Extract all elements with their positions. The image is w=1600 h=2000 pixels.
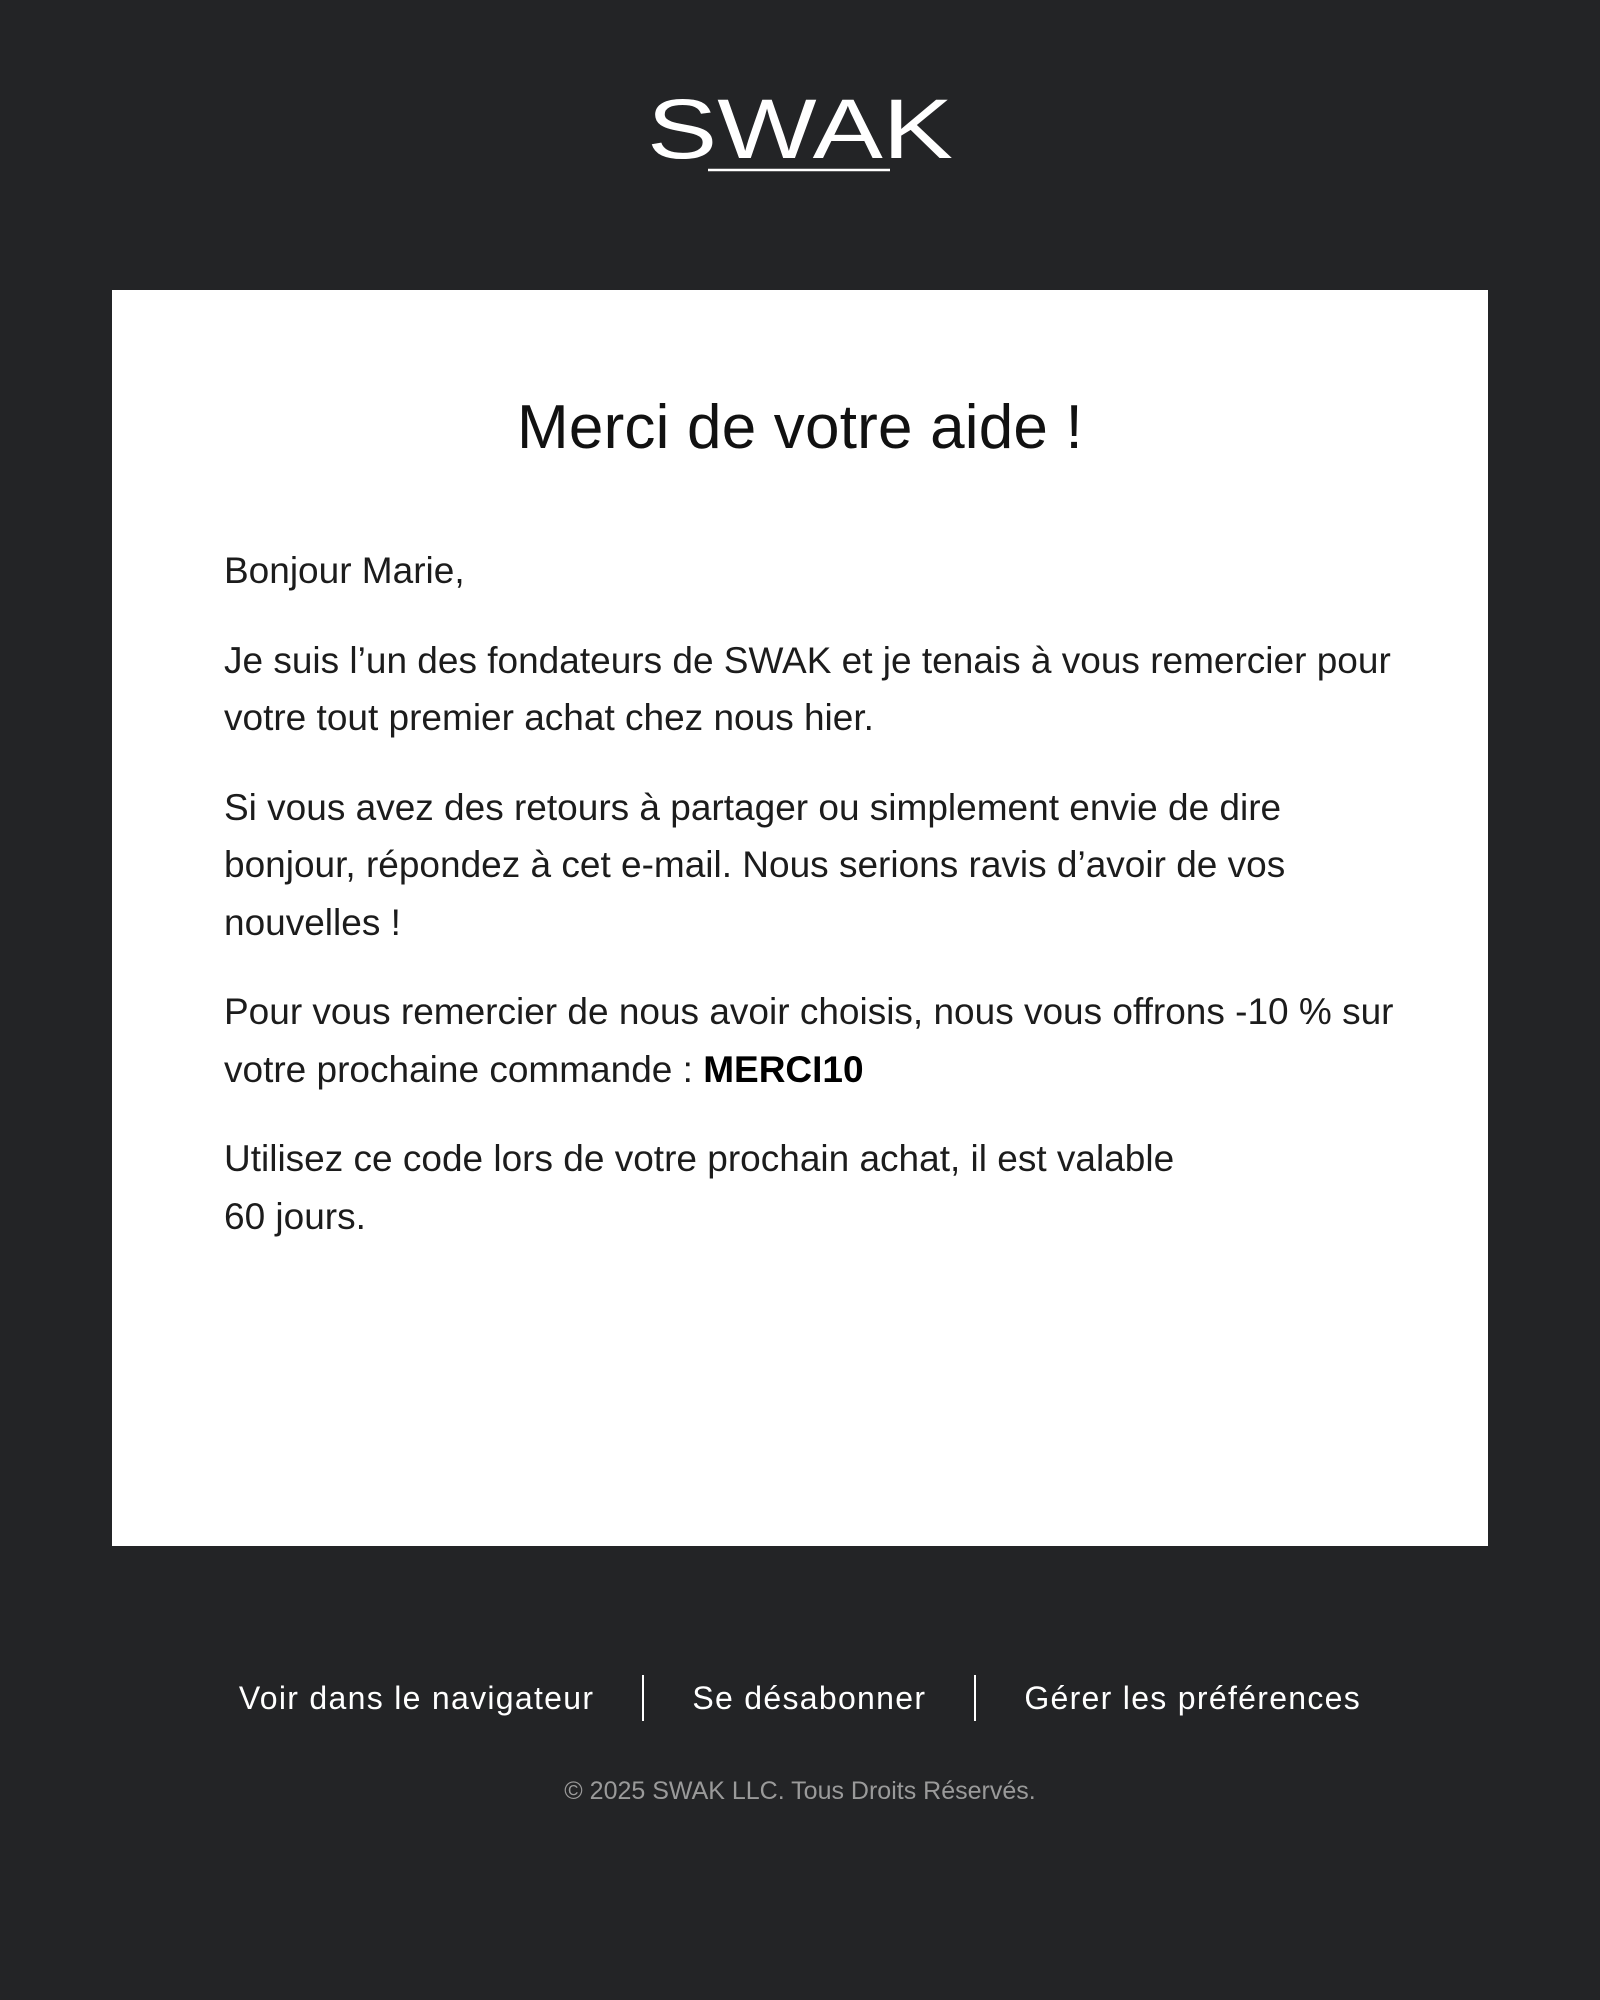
promo-code: MERCI10 — [703, 1048, 864, 1090]
paragraph-validity — [224, 1130, 1404, 1245]
paragraph-founder-thanks: Je suis l’un des fondateurs de SWAK et je tenais à vous remercier pour votre tout premier achat chez nous hier. — [224, 639, 1391, 738]
view-in-browser-link[interactable]: Voir dans le navigateur — [238, 1680, 595, 1716]
validity-line-1: Utilisez ce code lors de votre prochain achat, il est valable — [224, 1138, 1175, 1179]
manage-preferences-link[interactable]: Gérer les préférences — [1024, 1680, 1362, 1716]
message-title: Merci de votre aide ! — [517, 393, 1083, 462]
brand-logo — [642, 94, 958, 174]
brand-logo-graphic — [642, 94, 958, 174]
validity-line-2: 60 jours. — [224, 1195, 366, 1237]
paragraph-discount — [224, 983, 1404, 1098]
discount-text: Pour vous remercier de nous avoir choisis, nous vous offrons -10 % sur votre prochaine commande : — [224, 991, 1394, 1090]
brand-logo-text: SWAK — [647, 94, 953, 174]
message-body — [224, 542, 1404, 1277]
paragraph-feedback: Si vous avez des retours à partager ou simplement envie de dire bonjour, répondez à cet e-mail. Nous serions ravis d’avoir de vos nouvelles ! — [224, 786, 1286, 943]
copyright-text: © 2025 SWAK LLC. Tous Droits Réservés. — [564, 1777, 1036, 1805]
footer-links — [0, 1674, 1600, 1722]
greeting-text: Bonjour Marie, — [224, 550, 465, 591]
message-card — [112, 290, 1488, 1546]
unsubscribe-link[interactable]: Se désabonner — [692, 1680, 927, 1716]
